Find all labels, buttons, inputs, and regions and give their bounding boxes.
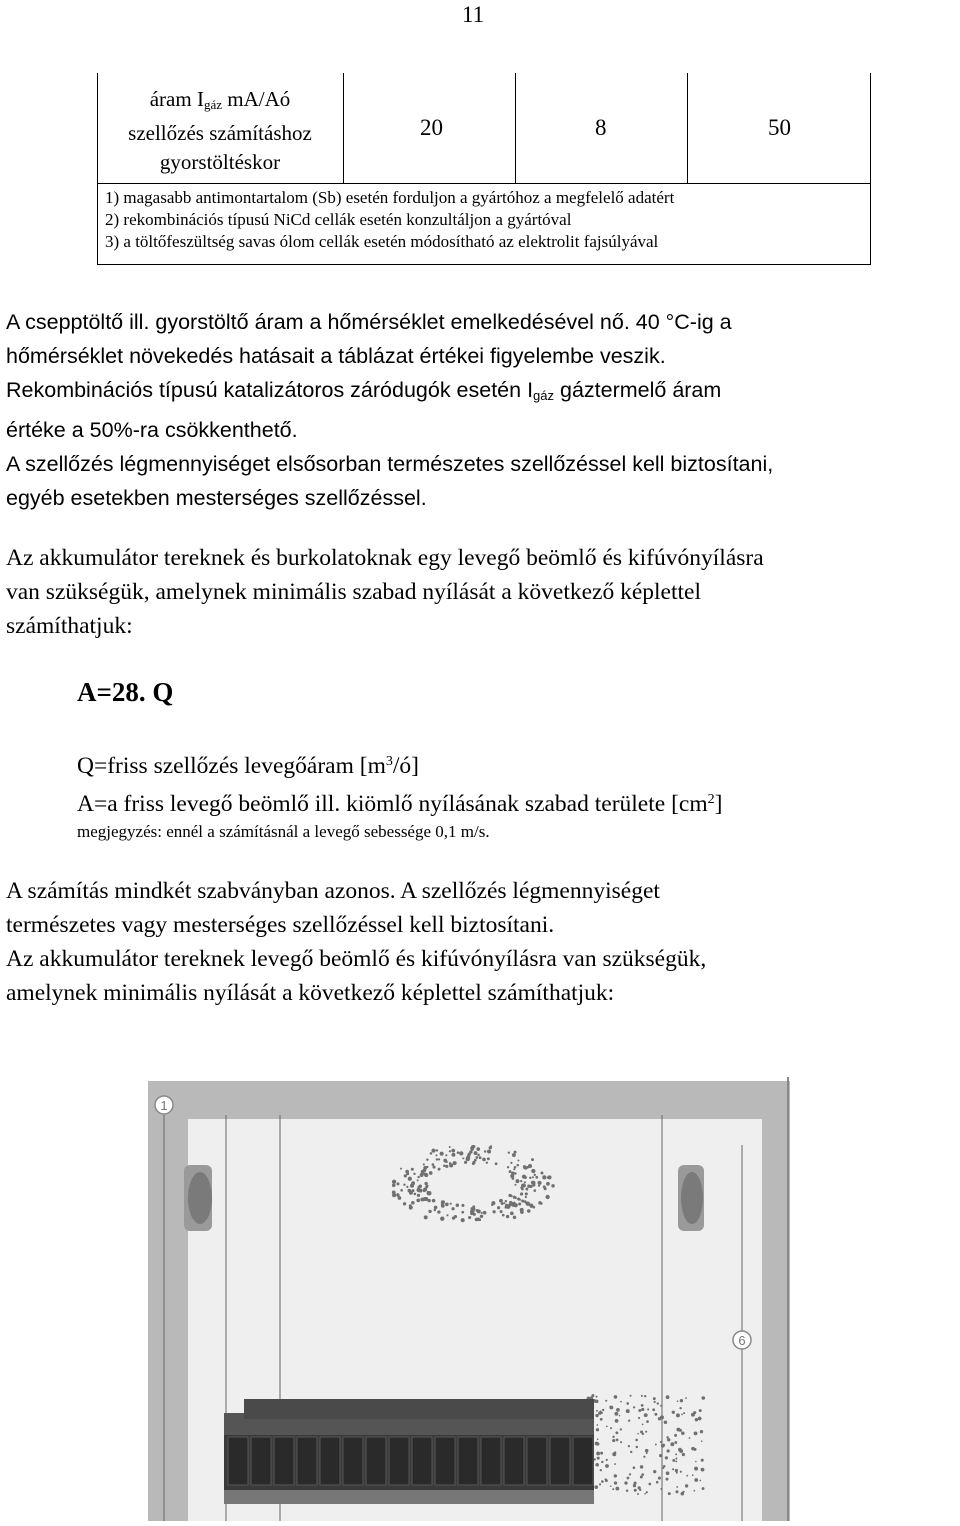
table-footnotes bbox=[105, 187, 674, 253]
table-divider bbox=[343, 73, 344, 183]
marker-6 bbox=[733, 1331, 751, 1349]
paragraph-ventilation: Az akkumulátor tereknek és burkolatoknak egy levegő beömlő és kifúvónyílásra van szükségük, amelynek minimális szabad nyílását a következő képlettel számíthatjuk: bbox=[6, 545, 764, 639]
row-label: áram $I_{gáz}$ mA/Aó szellőzés számításhoz gyorstöltéskor bbox=[128, 87, 312, 174]
paragraph-temperature: A csepptöltő ill. gyorstöltő áram a hőmérséklet emelkedésével nő. 40 °C-ig a hőmérséklet növekedés hatásait a táblázat értékei figyelembe veszik. Rekombinációs típusú katalizátoros záródugók esetén $I_{gáz}$ gáztermelő áram értéke a 50%-ra csökkenthető. A szellőzés légmennyiséget elsősorban természetes szellőzéssel kell biztosítani, egyéb esetekben mesterséges szellőzéssel. bbox=[6, 310, 774, 510]
gas-current-table bbox=[97, 73, 871, 265]
table-value-cell: 20 bbox=[420, 115, 443, 140]
page-number: 11 bbox=[462, 2, 485, 27]
battery-room-illustration bbox=[144, 1075, 794, 1521]
footnote: 3) a töltőfeszültség savas ólom cellák esetén módosítható az elektrolit fajsúlyával bbox=[105, 232, 659, 251]
table-divider bbox=[687, 73, 688, 183]
definition-a: A=a friss levegő beömlő ill. kiömlő nyílásának szabad területe $[cm^2]$ bbox=[77, 791, 723, 817]
illustration-svg bbox=[144, 1075, 794, 1521]
table-border-bottom bbox=[97, 264, 871, 265]
footnote: 2) rekombinációs típusú NiCd cellák esetén konzultáljon a gyártóval bbox=[105, 210, 572, 229]
formula-definitions bbox=[77, 745, 722, 843]
table-value-cell: 50 bbox=[768, 115, 791, 140]
battery-rack bbox=[224, 1399, 594, 1504]
svg-text:6: 6 bbox=[738, 1333, 746, 1348]
definition-q: Q=friss szellőzés levegőáram $[m^3/ó]$ bbox=[77, 753, 419, 779]
velocity-note: megjegyzés: ennél a számításnál a levegő sebessége 0,1 m/s. bbox=[77, 822, 490, 841]
outlet-fan-icon bbox=[678, 1165, 704, 1231]
svg-text:1: 1 bbox=[160, 1098, 168, 1113]
table-border-right bbox=[870, 73, 871, 265]
formula: A=28. Q bbox=[77, 677, 174, 707]
inlet-fan-icon bbox=[184, 1165, 212, 1231]
table-divider bbox=[515, 73, 516, 183]
footnote: 1) magasabb antimontartalom (Sb) esetén forduljon a gyártóhoz a megfelelő adatért bbox=[105, 188, 675, 207]
table-value-cell: 8 bbox=[595, 115, 607, 140]
marker-1 bbox=[155, 1096, 173, 1114]
table-row-divider bbox=[97, 183, 871, 184]
paragraph-standards: A számítás mindkét szabványban azonos. A szellőzés légmennyiséget természetes vagy mesterséges szellőzéssel kell biztosítani. Az akkumulátor tereknek levegő beömlő és kifúvónyílásra van szükségük, amelynek minimális nyílását a következő képlettel számíthatjuk: bbox=[6, 878, 707, 1006]
